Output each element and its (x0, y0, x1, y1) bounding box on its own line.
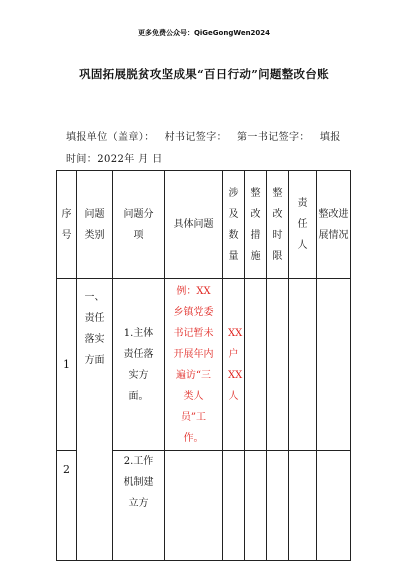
row-seq: 2 (63, 463, 70, 476)
row-subcategory: 1.主体责任落实方面。 (123, 327, 154, 402)
row-subcategory: 2.工作机制建立方 (123, 456, 154, 509)
fill-report-time: 时间：2022年 月 日 (66, 154, 163, 165)
row-progress-cell (317, 451, 351, 561)
row-seq: 1 (63, 358, 70, 371)
fill-unit-label: 填报单位（盖章）： (66, 132, 155, 143)
row-deadline-cell (267, 451, 289, 561)
rectification-ledger-table (56, 170, 351, 561)
row-deadline-cell (267, 279, 289, 451)
header-progress: 整改进展情况 (318, 208, 349, 241)
header-subcategory: 问题分项 (123, 208, 154, 241)
fill-first-secretary-label: 第一书记签字： (237, 132, 310, 143)
row-measures-cell (245, 451, 267, 561)
header-responsible: 责任人 (297, 198, 308, 251)
row-specific-cell (165, 451, 223, 561)
header-count: 涉及数量 (228, 187, 239, 262)
fill-report-prefix: 填报 (319, 132, 341, 143)
row-count-cell (223, 451, 245, 561)
row-progress-cell (317, 279, 351, 451)
row-count-example: XX户XX人 (228, 327, 243, 402)
header-seq: 序号 (61, 208, 72, 241)
header-row (57, 171, 351, 279)
row-category: 一、责任落实方面 (84, 292, 105, 366)
row-responsible-cell (289, 279, 317, 451)
page-title: 巩固拓展脱贫攻坚成果“百日行动”问题整改台账 (79, 67, 329, 81)
header-category: 问题类别 (84, 208, 105, 241)
header-deadline: 整改时限 (272, 187, 283, 262)
watermark-text: 更多免费公众号：QiGeGongWen2024 (137, 29, 271, 37)
row-measures-cell (245, 279, 267, 451)
header-specific: 具体问题 (173, 219, 214, 230)
row-specific-example: 例：XX乡镇党委书记暂未开展年内遍访“三类人员”工作。 (173, 285, 214, 444)
row-responsible-cell (289, 451, 317, 561)
table-row (57, 279, 351, 451)
fill-line (66, 128, 341, 143)
header-measures: 整改措施 (250, 187, 261, 262)
fill-village-secretary-label: 村书记签字： (164, 132, 228, 143)
